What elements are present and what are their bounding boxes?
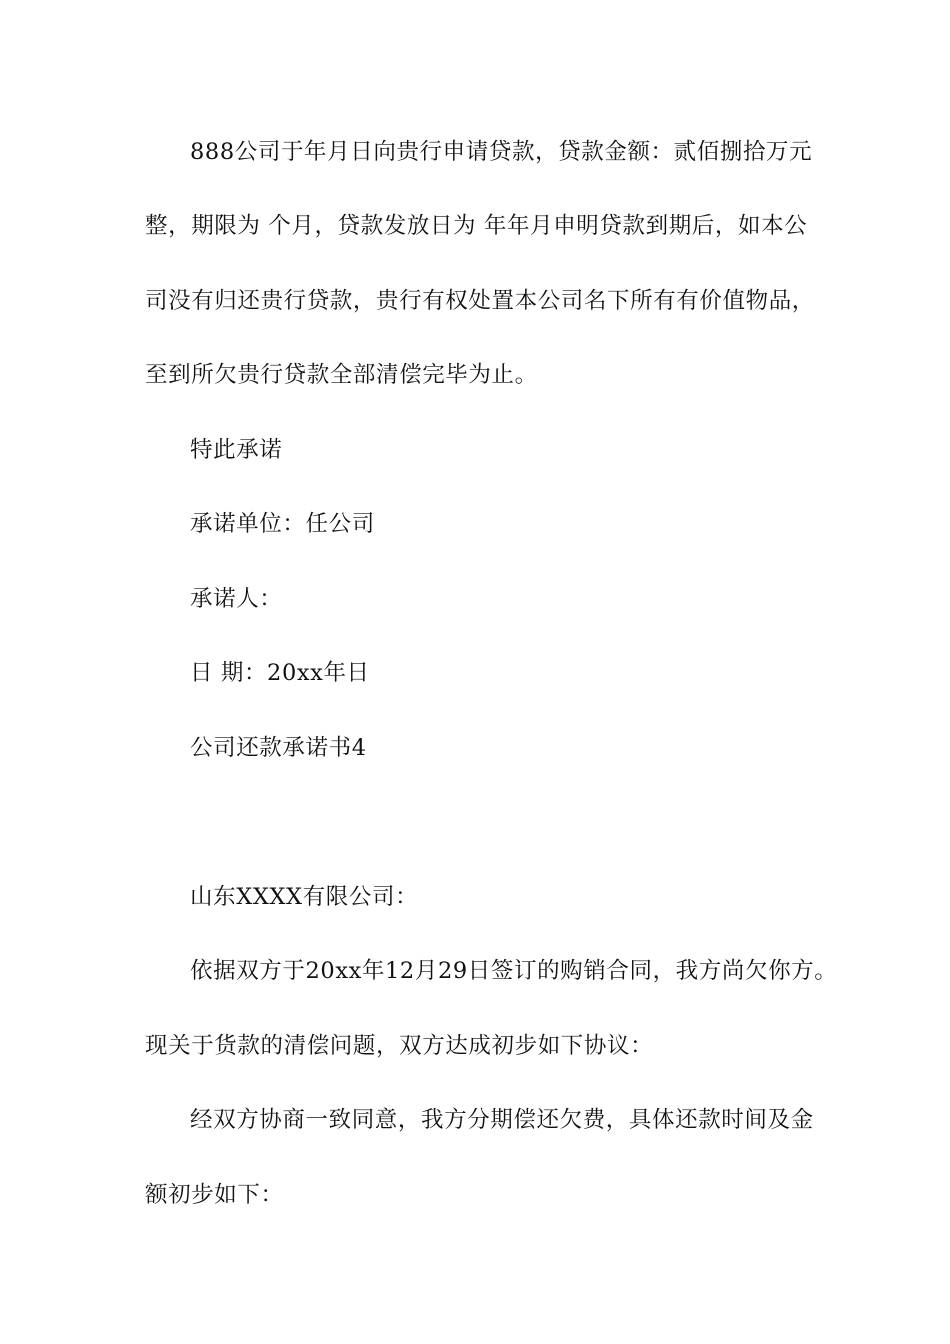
promisor-person: 承诺人： bbox=[190, 586, 283, 612]
addressee: 山东XXXX有限公司： bbox=[190, 884, 419, 910]
closing-text: 特此承诺 bbox=[190, 437, 283, 463]
paragraph-2-line-1: 依据双方于20xx年12月29日签订的购销合同，我方尚欠你方。 bbox=[190, 958, 838, 984]
paragraph-2-line-2: 现关于货款的清偿问题，双方达成初步如下协议： bbox=[145, 1033, 654, 1059]
section-title: 公司还款承诺书4 bbox=[190, 735, 367, 761]
paragraph-1-line-3: 司没有归还贵行贷款，贵行有权处置本公司名下所有有价值物品， bbox=[145, 288, 815, 314]
paragraph-3-line-1: 经双方协商一致同意，我方分期偿还欠费，具体还款时间及金 bbox=[190, 1107, 814, 1133]
paragraph-1-line-1: 888公司于年月日向贵行申请贷款，贷款金额：贰佰捌拾万元 bbox=[190, 139, 813, 165]
paragraph-3-line-2: 额初步如下： bbox=[145, 1182, 284, 1208]
paragraph-1-line-4: 至到所欠贵行贷款全部清偿完毕为止。 bbox=[145, 362, 538, 388]
paragraph-1-line-2: 整，期限为 个月，贷款发放日为 年年月申明贷款到期后，如本公 bbox=[145, 213, 808, 239]
date-line: 日 期：20xx年日 bbox=[190, 660, 370, 686]
promisor-unit: 承诺单位：任公司 bbox=[190, 511, 375, 537]
